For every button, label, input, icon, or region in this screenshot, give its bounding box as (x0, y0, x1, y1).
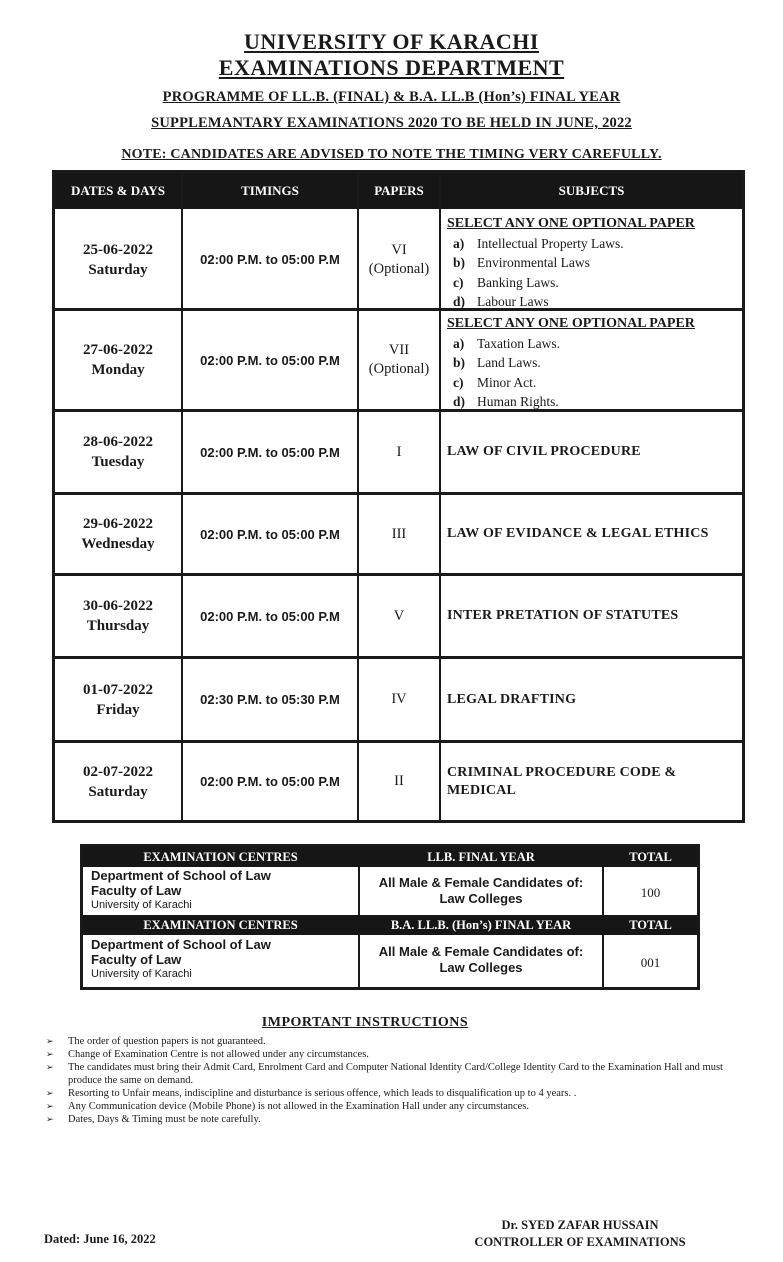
list-item (447, 334, 737, 354)
list-item (46, 1113, 726, 1126)
table-row-date (55, 412, 181, 492)
option-key: c) (453, 274, 464, 290)
list-item (447, 292, 737, 312)
col-timings: TIMINGS (241, 183, 299, 198)
schedule-header-row (55, 173, 742, 209)
centre-candidates (360, 944, 602, 976)
arrow-bullet-icon: ➢ (46, 1049, 54, 1059)
row-subject: CRIMINAL PROCEDURE CODE & MEDICAL (447, 764, 677, 798)
university-title: UNIVERSITY OF KARACHI (244, 29, 539, 54)
paper-number: II (394, 773, 404, 789)
paper-note: (Optional) (368, 361, 430, 377)
col-dates-days: DATES & DAYS (71, 183, 165, 198)
list-item (447, 392, 737, 412)
exam-schedule-table (52, 170, 745, 823)
option-text: Land Laws. (477, 355, 541, 370)
dept-line: University of Karachi (91, 899, 192, 911)
arrow-bullet-icon: ➢ (46, 1114, 54, 1124)
row-timing: 02:00 P.M. to 05:00 P.M (200, 608, 340, 624)
centres-header-row (83, 847, 697, 867)
instruction-text: Any Communication device (Mobile Phone) is not allowed in the Examination Hall under any circumstances. (68, 1101, 530, 1112)
option-key: d) (453, 394, 466, 409)
col-subjects: SUBJECTS (558, 183, 625, 198)
row-timing: 02:00 P.M. to 05:00 P.M (200, 444, 340, 460)
arrow-bullet-icon: ➢ (46, 1088, 54, 1098)
row-day: Saturday (88, 261, 148, 278)
centres-header-row (83, 915, 697, 935)
row-timing: 02:00 P.M. to 05:00 P.M (200, 352, 340, 368)
col-papers: PAPERS (374, 183, 424, 198)
row-timing: 02:30 P.M. to 05:30 P.M (200, 692, 340, 707)
option-key: a) (453, 335, 465, 351)
option-text: Human Rights. (477, 394, 559, 409)
candidates-line: Law Colleges (439, 891, 523, 906)
candidates-line: Law Colleges (439, 960, 523, 975)
list-item (447, 373, 737, 393)
centre-total: 100 (640, 885, 661, 900)
row-subject: LEGAL DRAFTING (447, 691, 577, 707)
timing-note: NOTE: CANDIDATES ARE ADVISED TO NOTE THE TIMING VERY CAREFULLY. (121, 147, 662, 162)
row-day: Saturday (88, 783, 148, 800)
exam-title: SUPPLEMANTARY EXAMINATIONS 2020 TO BE HELD IN JUNE, 2022 (151, 115, 632, 131)
row-timing: 02:00 P.M. to 05:00 P.M (200, 774, 340, 789)
instructions-list (46, 1035, 726, 1126)
instruction-text: The order of question papers is not guaranteed. (68, 1036, 266, 1047)
candidates-line: All Male & Female Candidates of: (378, 875, 584, 890)
table-row-date (55, 495, 181, 573)
dept-line: University of Karachi (91, 968, 192, 980)
paper-number: VI (391, 241, 407, 258)
list-item (46, 1100, 726, 1113)
option-key: d) (453, 294, 466, 309)
signatory-designation: CONTROLLER OF EXAMINATIONS (474, 1235, 686, 1249)
instruction-text: Resorting to Unfair means, indiscipline and disturbance is serious offence, which leads to disqualification up to 4 years. . (68, 1088, 577, 1099)
centre-department (91, 868, 271, 913)
row-paper (359, 311, 439, 409)
paper-note: (Optional) (368, 260, 430, 277)
option-key: a) (453, 235, 465, 251)
table-row-date (55, 576, 181, 656)
row-date: 01-07-2022 (83, 681, 153, 698)
row-date: 25-06-2022 (83, 241, 153, 258)
list-item (447, 353, 737, 373)
option-text: Banking Laws. (477, 274, 559, 290)
programme-title: PROGRAMME OF LL.B. (FINAL) & B.A. LL.B (Hon’s) FINAL YEAR (162, 89, 621, 105)
instruction-text: The candidates must bring their Admit Card, Enrolment Card and Computer National Identity Card/College Identity Card to the Examination Hall and must produce the same on demand. (68, 1062, 723, 1086)
row-date: 28-06-2022 (83, 434, 153, 450)
option-text: Labour Laws (477, 294, 549, 309)
row-date: 02-07-2022 (83, 763, 153, 780)
list-item (46, 1087, 726, 1100)
dept-line: Faculty of Law (91, 952, 182, 967)
col-ba-llb-final-year: B.A. LL.B. (Hon’s) FINAL YEAR (390, 918, 572, 932)
list-item (447, 234, 737, 254)
dept-line: Department of School of Law (91, 937, 271, 952)
optional-papers-list (447, 214, 737, 312)
option-text: Taxation Laws. (477, 335, 561, 351)
col-llb-final-year: LLB. FINAL YEAR (427, 850, 535, 864)
paper-number: IV (391, 691, 407, 707)
signature-block (440, 1217, 720, 1251)
col-total: TOTAL (629, 918, 672, 932)
row-day: Monday (91, 362, 145, 378)
row-date: 29-06-2022 (83, 516, 153, 532)
arrow-bullet-icon: ➢ (46, 1036, 54, 1046)
dept-line: Department of School of Law (91, 868, 271, 883)
paper-number: III (391, 525, 407, 542)
row-day: Wednesday (81, 536, 155, 552)
select-instruction: SELECT ANY ONE OPTIONAL PAPER (447, 216, 695, 231)
row-subject: INTER PRETATION OF STATUTES (447, 608, 679, 623)
centre-candidates (360, 875, 602, 907)
table-row-date (55, 743, 181, 820)
row-timing: 02:00 P.M. to 05:00 P.M (200, 526, 340, 542)
department-title: EXAMINATIONS DEPARTMENT (218, 55, 565, 80)
list-item (447, 253, 737, 273)
dept-line: Faculty of Law (91, 883, 182, 898)
row-subject: LAW OF CIVIL PROCEDURE (447, 444, 641, 459)
paper-number: VII (388, 342, 410, 358)
row-date: 30-06-2022 (83, 598, 153, 614)
row-date: 27-06-2022 (83, 342, 153, 358)
row-day: Friday (96, 701, 140, 718)
col-exam-centres: EXAMINATION CENTRES (143, 918, 298, 932)
list-item (46, 1048, 726, 1061)
row-day: Thursday (86, 618, 150, 634)
option-key: c) (453, 374, 464, 390)
signatory-name: Dr. SYED ZAFAR HUSSAIN (501, 1218, 659, 1232)
row-subject: LAW OF EVIDANCE & LEGAL ETHICS (447, 526, 709, 541)
paper-number: V (393, 607, 405, 624)
examination-centres-table (80, 844, 700, 990)
optional-papers-list (447, 314, 737, 412)
table-row-date (55, 659, 181, 740)
candidates-line: All Male & Female Candidates of: (378, 944, 584, 959)
arrow-bullet-icon: ➢ (46, 1101, 54, 1111)
instruction-text: Dates, Days & Timing must be note carefully. (68, 1114, 261, 1125)
select-instruction: SELECT ANY ONE OPTIONAL PAPER (447, 316, 695, 331)
option-text: Environmental Laws (477, 255, 590, 270)
option-text: Minor Act. (477, 374, 537, 390)
table-row-date (55, 311, 181, 409)
instructions-title: IMPORTANT INSTRUCTIONS (261, 1015, 469, 1030)
dated-line: Dated: June 16, 2022 (44, 1232, 156, 1246)
arrow-bullet-icon: ➢ (46, 1062, 54, 1072)
paper-number: I (396, 443, 402, 460)
option-key: b) (453, 255, 466, 270)
col-total: TOTAL (629, 850, 672, 864)
list-item (46, 1035, 726, 1048)
table-row-date (55, 211, 181, 308)
row-day: Tuesday (91, 454, 145, 470)
list-item (46, 1061, 726, 1087)
row-paper (359, 211, 439, 308)
centre-department (91, 937, 271, 982)
col-exam-centres: EXAMINATION CENTRES (143, 850, 298, 864)
centre-total: 001 (640, 955, 661, 970)
instruction-text: Change of Examination Centre is not allowed under any circumstances. (68, 1049, 369, 1060)
option-key: b) (453, 355, 466, 370)
row-timing: 02:00 P.M. to 05:00 P.M (200, 252, 340, 267)
list-item (447, 273, 737, 293)
option-text: Intellectual Property Laws. (477, 235, 624, 251)
